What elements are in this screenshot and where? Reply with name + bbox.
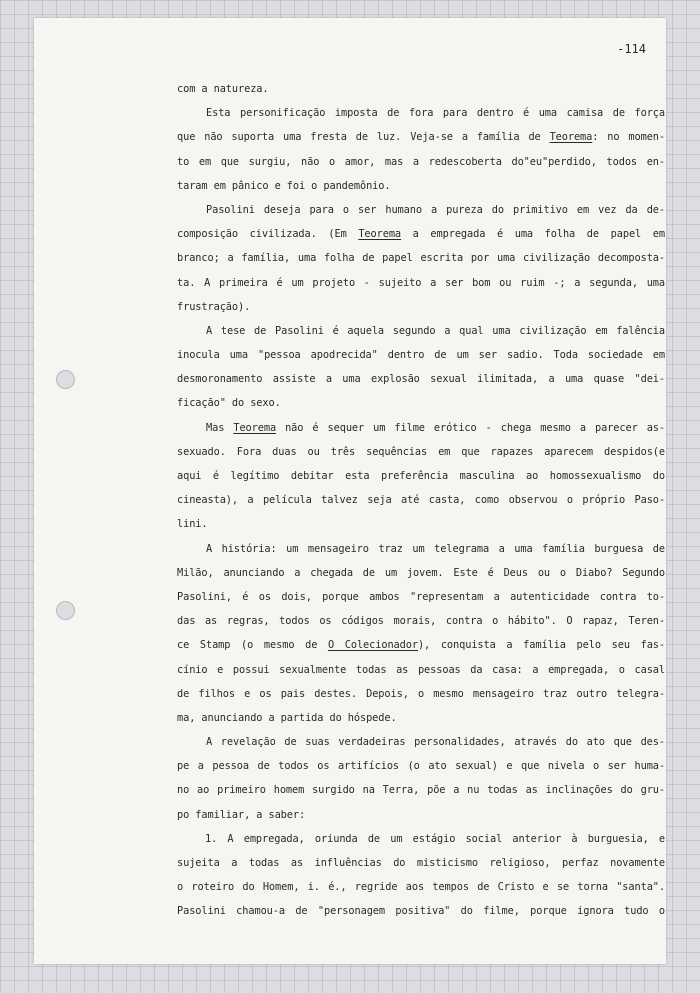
text-line: 1. A empregada, oriunda de um estágio social anterior à burguesia, e	[205, 832, 665, 845]
text-line: Pasolini deseja para o ser humano a pureza do primitivo em vez da de-	[206, 203, 665, 216]
text-line: po familiar, a saber:	[177, 808, 306, 821]
text-line: sujeita a todas as influências do misticismo religioso, perfaz novamente	[177, 857, 665, 869]
text-line: Esta personificação imposta de fora para dentro é uma camisa de força	[206, 107, 665, 120]
text-line: to em que surgiu, não o amor, mas a redescoberta do"eu"perdido, todos en-	[177, 155, 665, 168]
text-line: ma, anunciando a partida do hóspede.	[177, 711, 397, 724]
text-line: sexuado. Fora duas ou três sequências em que rapazes aparecem despidos(e	[177, 445, 665, 458]
text-line: cineasta), a película talvez seja até casta, como observou o próprio Paso-	[177, 494, 665, 507]
text-line: aqui é legítimo debitar esta preferência masculina ao homossexualismo do	[177, 470, 665, 482]
text-line: Mas Teorema não é sequer um filme erótico - chega mesmo a parecer as-	[206, 421, 665, 434]
text-line: desmoronamento assiste a uma explosão sexual ilimitada, a uma quase "dei-	[177, 373, 665, 386]
text-line: o roteiro do Homem, i. é., regride aos tempos de Cristo e se torna "santa".	[177, 881, 665, 894]
typed-text-body	[177, 77, 665, 924]
text-line: lini.	[177, 518, 208, 531]
text-line: taram em pânico e foi o pandemônio.	[177, 179, 391, 192]
underlined-title: O Colecionador	[327, 639, 418, 652]
text-line: A história: um mensageiro traz um telegrama a uma família burguesa de	[206, 542, 665, 555]
text-line: no ao primeiro homem surgido na Terra, põe a nu todas as inclinações do gru-	[177, 784, 665, 797]
text-line: que não suporta uma fresta de luz. Veja-se a família de Teorema: no momen-	[177, 131, 665, 144]
text-line: ficação" do sexo.	[177, 397, 281, 410]
text-line: A revelação de suas verdadeiras personalidades, através do ato que des-	[206, 736, 665, 749]
text-line: ta. A primeira é um projeto - sujeito a ser bom ou ruim -; a segunda, uma	[177, 276, 665, 289]
text-line: Milão, anunciando a chegada de um jovem. Este é Deus ou o Diabo? Segundo	[177, 566, 665, 579]
underlined-title: Teorema	[233, 421, 277, 434]
text-line: cínio e possui sexualmente todas as pessoas da casa: a empregada, o casal	[177, 663, 665, 676]
page-number: -114	[617, 42, 646, 56]
text-line: de filhos e os pais destes. Depois, o mesmo mensageiro traz outro telegra-	[177, 687, 665, 700]
punch-hole	[56, 601, 75, 620]
text-line: A tese de Pasolini é aquela segundo a qual uma civilização em falência	[206, 324, 665, 337]
punch-hole	[56, 370, 75, 389]
text-line: branco; a família, uma folha de papel escrita por uma civilização decomposta-	[177, 252, 665, 265]
underlined-title: Teorema	[549, 131, 593, 144]
text-line: inocula uma "pessoa apodrecida" dentro de um ser sadio. Toda sociedade em	[177, 349, 665, 362]
text-line: Pasolini, é os dois, porque ambos "representam a autenticidade contra to-	[177, 590, 665, 603]
text-line: ce Stamp (o mesmo de O Colecionador), conquista a família pelo seu fas-	[177, 639, 665, 652]
underlined-title: Teorema	[358, 228, 402, 241]
text-line: das as regras, todos os códigos morais, contra o hábito". O rapaz, Teren-	[177, 615, 665, 628]
document-page	[34, 18, 666, 964]
text-line: frustração).	[177, 300, 251, 313]
text-line: com a natureza.	[177, 83, 269, 95]
text-line: Pasolini chamou-a de "personagem positiva" do filme, porque ignora tudo o	[177, 905, 665, 918]
text-line: pe a pessoa de todos os artifícios (o ato sexual) e que nivela o ser huma-	[177, 760, 665, 773]
text-line: composição civilizada. (Em Teorema a empregada é uma folha de papel em	[177, 228, 665, 241]
